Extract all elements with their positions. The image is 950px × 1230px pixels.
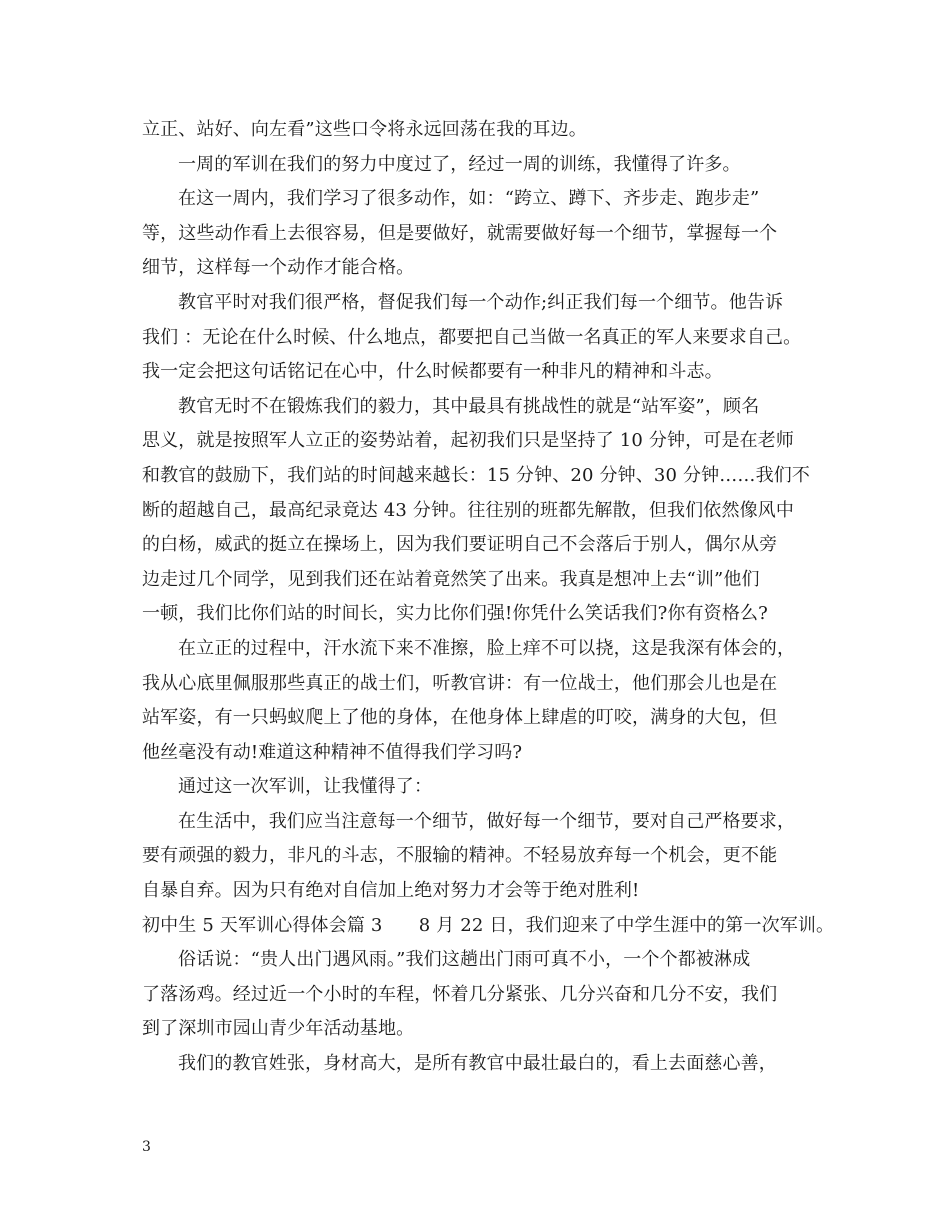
text-line: 俗话说：“贵人出门遇风雨。”我们这趟出门雨可真不小，一个个都被淋成 [178, 949, 751, 971]
text-line: 细节，这样每一个动作才能合格。 [142, 257, 415, 279]
text-line: 在生活中，我们应当注意每一个细节，做好每一个细节，要对自己严格要求， [178, 810, 796, 832]
text-line: 自暴自弃。因为只有绝对自信加上绝对努力才会等于绝对胜利! [142, 880, 640, 902]
text-line: 在立正的过程中，汗水流下来不准擦，脸上痒不可以挠，这是我深有体会的， [178, 637, 796, 659]
text-line: 站军姿，有一只蚂蚁爬上了他的身体，在他身体上肆虐的叮咬，满身的大包，但 [142, 707, 778, 729]
text-line: 他丝毫没有动!难道这种精神不值得我们学习吗? [142, 741, 523, 763]
text-line: 思义，就是按照军人立正的姿势站着，起初我们只是坚持了 10 分钟，可是在老师 [142, 430, 795, 452]
text-line: 一周的军训在我们的努力中度过了，经过一周的训练，我懂得了许多。 [178, 153, 741, 175]
text-line: 一顿，我们比你们站的时间长，实力比你们强!你凭什么笑话我们?你有资格么? [142, 603, 768, 625]
text-line: 初中生 5 天军训心得体会篇 3 8 月 22 日，我们迎来了中学生涯中的第一次军训。 [142, 914, 835, 936]
text-line: 和教官的鼓励下，我们站的时间越来越长：15 分钟、20 分钟、30 分钟……我们不 [142, 464, 811, 486]
text-line: 我们 ：无论在什么时候、什么地点，都要把自己当做一名真正的军人来要求自己。 [142, 326, 802, 348]
text-line: 的白杨，威武的挺立在操场上，因为我们要证明自己不会落后于别人，偶尔从旁 [142, 534, 778, 556]
text-line: 我一定会把这句话铭记在心中，什么时候都要有一种非凡的精神和斗志。 [142, 361, 723, 383]
text-line: 教官无时不在锻炼我们的毅力，其中最具有挑战性的就是“站军姿”，顾名 [178, 395, 760, 417]
text-line: 立正、站好、向左看”这些口令将永远回荡在我的耳边。 [142, 119, 587, 140]
text-line: 要有顽强的毅力，非凡的斗志，不服输的精神。不轻易放弃每一个机会，更不能 [142, 845, 778, 867]
text-line: 到了深圳市园山青少年活动基地。 [142, 1018, 415, 1040]
text-line: 边走过几个同学，见到我们还在站着竟然笑了出来。我真是想冲上去“训”他们 [142, 568, 760, 590]
text-line: 我们的教官姓张，身材高大，是所有教官中最壮最白的，看上去面慈心善， [178, 1053, 777, 1075]
body-text [142, 113, 835, 1082]
text-line: 教官平时对我们很严格，督促我们每一个动作;纠正我们每一个细节。他告诉 [178, 291, 784, 313]
text-line: 了落汤鸡。经过近一个小时的车程，怀着几分紧张、几分兴奋和几分不安，我们 [142, 983, 778, 1005]
text-line: 等，这些动作看上去很容易，但是要做好，就需要做好每一个细节，掌握每一个 [142, 222, 778, 244]
page-number: 3 [142, 1139, 151, 1155]
text-line: 通过这一次军训，让我懂得了： [178, 776, 433, 798]
text-line: 在这一周内，我们学习了很多动作，如：“跨立、蹲下、齐步走、跑步走” [178, 188, 760, 210]
text-line: 断的超越自己，最高纪录竟达 43 分钟。往往别的班都先解散，但我们依然像风中 [142, 499, 795, 521]
text-line: 我从心底里佩服那些真正的战士们，听教官讲：有一位战士，他们那会儿也是在 [142, 672, 778, 694]
